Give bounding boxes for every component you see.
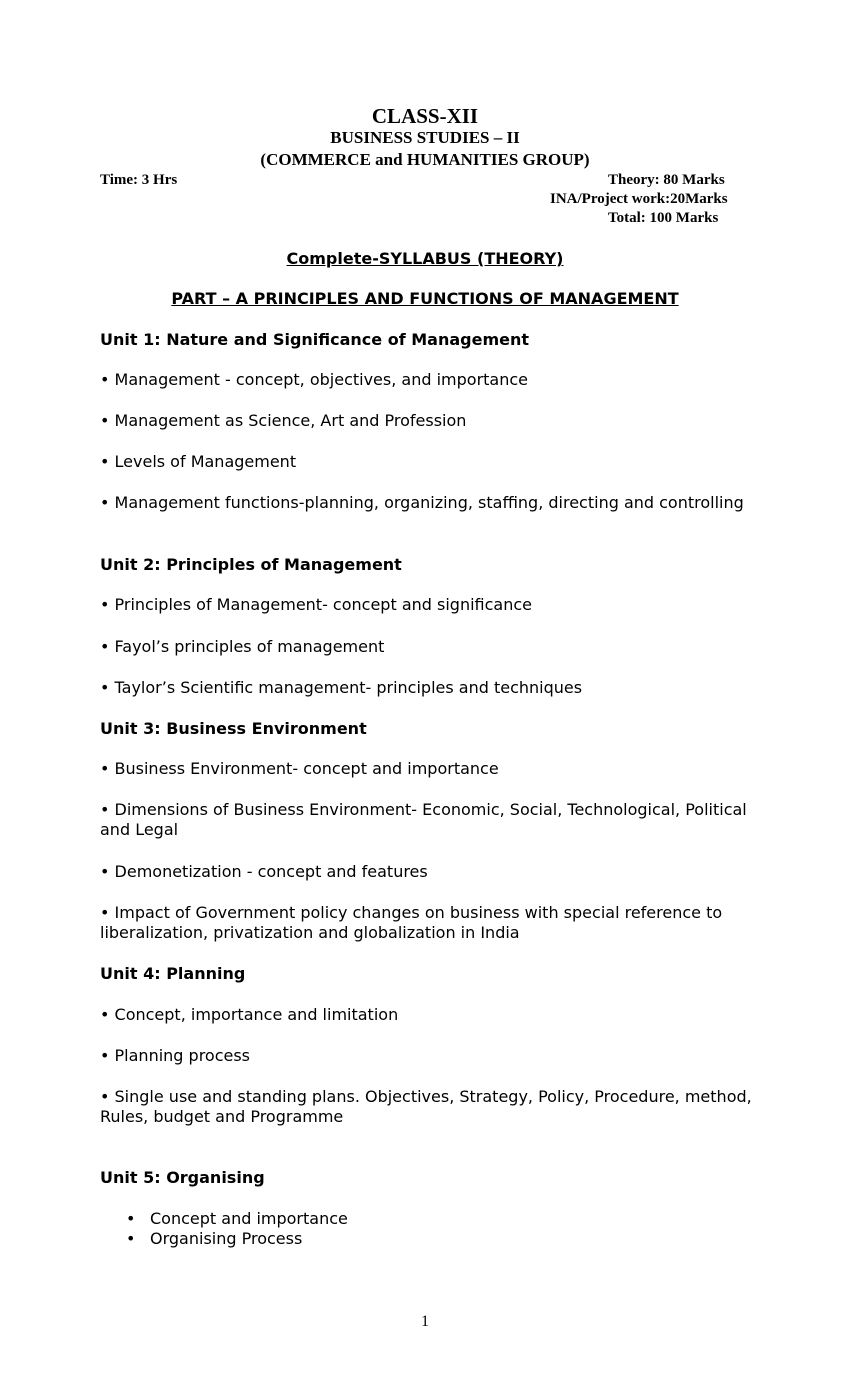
subject-heading: BUSINESS STUDIES – II [330, 128, 520, 147]
project-marks: INA/Project work:20Marks [550, 191, 728, 207]
list-item: • Impact of Government policy changes on business with special reference to liberalization, privatization and globalization in India [100, 903, 723, 942]
theory-marks: Theory: 80 Marks [608, 172, 725, 188]
list-item: • Management - concept, objectives, and importance [100, 370, 529, 389]
unit-1-title: Unit 1: Nature and Significance of Management [100, 330, 530, 349]
list-item-label: Concept and importance [150, 1209, 348, 1228]
bullet-icon: • [126, 1209, 136, 1228]
list-item: • Demonetization - concept and features [100, 862, 428, 881]
time-label: Time: 3 Hrs [100, 172, 178, 188]
list-item: • Planning process [100, 1046, 251, 1065]
class-heading: CLASS-XII [371, 104, 479, 128]
list-item: • Concept, importance and limitation [100, 1005, 399, 1024]
page-number: 1 [421, 1313, 429, 1330]
total-marks: Total: 100 Marks [608, 210, 719, 226]
list-item [122, 1229, 348, 1249]
list-item: • Management as Science, Art and Profession [100, 411, 467, 430]
list-item: • Single use and standing plans. Objectives, Strategy, Policy, Procedure, method, Rules, budget and Programme [100, 1087, 752, 1126]
list-item: • Taylor’s Scientific management- principles and techniques [100, 678, 583, 697]
list-item: • Fayol’s principles of management [100, 637, 385, 656]
group-heading: (COMMERCE and HUMANITIES GROUP) [260, 150, 590, 169]
unit-4-title: Unit 4: Planning [100, 964, 246, 983]
bullet-icon: • [126, 1229, 136, 1248]
syllabus-title: Complete-SYLLABUS (THEORY) [286, 249, 564, 268]
unit-3-title: Unit 3: Business Environment [100, 719, 367, 738]
unit-5-list [122, 1209, 348, 1249]
list-item: • Management functions-planning, organizing, staffing, directing and controlling [100, 493, 744, 512]
list-item: • Dimensions of Business Environment- Economic, Social, Technological, Political and Legal [100, 800, 747, 839]
list-item: • Business Environment- concept and importance [100, 759, 499, 778]
list-item: • Principles of Management- concept and significance [100, 595, 532, 614]
list-item [122, 1209, 348, 1229]
unit-5-title: Unit 5: Organising [100, 1168, 265, 1187]
list-item: • Levels of Management [100, 452, 297, 471]
part-title: PART – A PRINCIPLES AND FUNCTIONS OF MANAGEMENT [171, 289, 679, 308]
unit-2-title: Unit 2: Principles of Management [100, 555, 402, 574]
list-item-label: Organising Process [150, 1229, 303, 1248]
